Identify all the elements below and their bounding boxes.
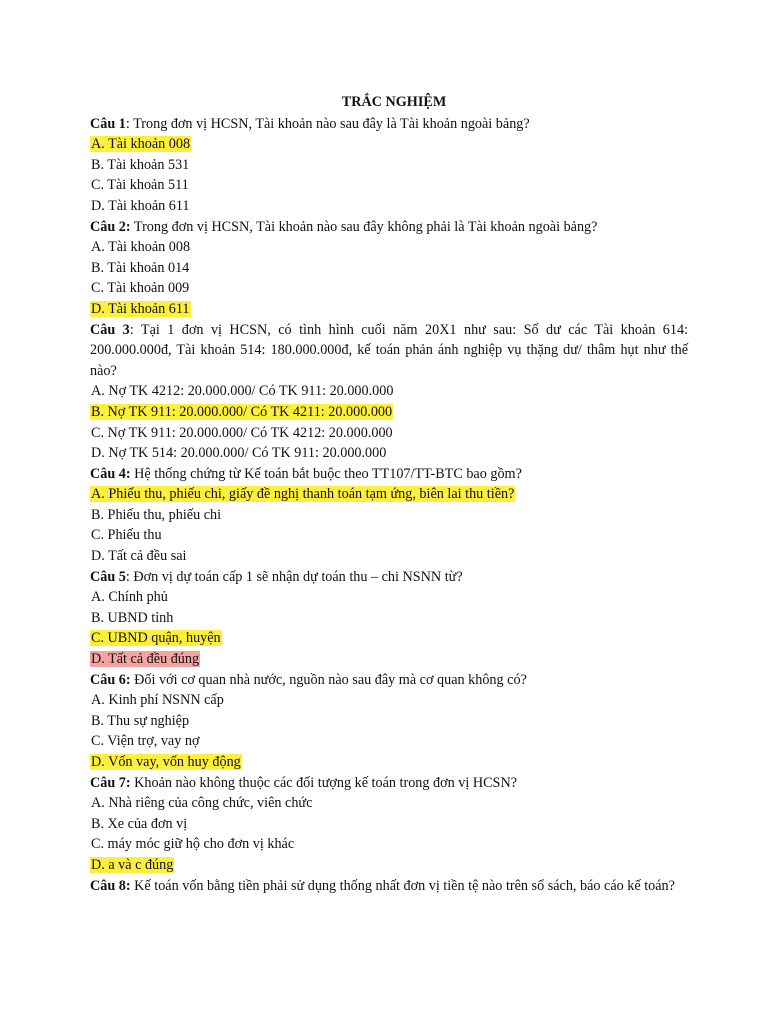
question-2 [90,217,688,238]
answer-option [90,649,688,670]
answer-option-text: C. máy móc giữ hộ cho đơn vị khác [91,836,295,853]
answer-option-text: C. Nợ TK 911: 20.000.000/ Có TK 4212: 20.000.000 [91,424,393,441]
answer-option [90,299,688,320]
answer-option-text: D. Nợ TK 514: 20.000.000/ Có TK 911: 20.000.000 [91,445,387,462]
answer-option-text: D. Tất cả đều sai [91,548,187,565]
question-5 [90,567,688,588]
question-3 [90,320,688,382]
answer-option-text: C. UBND quận, huyện [91,630,221,647]
question-text: Trong đơn vị HCSN, Tài khoản nào sau đây không phải là Tài khoản ngoài bảng? [130,218,598,235]
answer-option [90,525,688,546]
question-text: Hệ thống chứng từ Kế toán bắt buộc theo TT107/TT-BTC bao gồm? [130,465,522,482]
question-label: Câu 2: [90,218,131,235]
answer-option-text: B. Tài khoản 014 [91,259,190,276]
answer-option [90,731,688,752]
answer-option [90,752,688,773]
answer-option-text: D. Vốn vay, vốn huy động [91,754,241,770]
answer-option-text: B. Tài khoản 531 [91,156,190,173]
answer-option-text: A. Tài khoản 008 [91,136,191,153]
question-text: Đơn vị dự toán cấp 1 sẽ nhận dự toán thu – chi NSNN từ? [129,568,463,585]
answer-option-text: A. Nhà riêng của công chức, viên chức [91,795,313,812]
answer-option-text: C. Viện trợ, vay nợ [91,733,200,750]
answer-option [90,546,688,567]
answer-option [90,423,688,444]
question-text: Đối với cơ quan nhà nước, nguồn nào sau đây mà cơ quan không có? [130,671,527,688]
answer-option-text: D. Tài khoản 611 [91,300,190,317]
question-label: Câu 3 [90,321,130,338]
answer-option [90,155,688,176]
question-text: Khoản nào không thuộc các đối tượng kế toán trong đơn vị HCSN? [130,774,517,791]
question-label: Câu 7: [90,774,131,791]
question-label: Câu 5 [90,568,126,585]
answer-option [90,690,688,711]
answer-option [90,175,688,196]
answer-option [90,484,688,505]
answer-option-text: C. Tài khoản 511 [91,177,189,194]
answer-option [90,855,688,876]
question-text: Trong đơn vị HCSN, Tài khoản nào sau đây là Tài khoản ngoài bảng? [129,115,530,132]
answer-option [90,505,688,526]
question-separator: : [125,115,130,132]
answer-option-text: A. Tài khoản 008 [91,239,191,256]
question-8 [90,876,688,897]
answer-option-text: A. Phiếu thu, phiếu chi, giấy đề nghị thanh toán tạm ứng, biên lai thu tiền? [91,486,515,503]
answer-option-text: B. UBND tỉnh [91,609,174,626]
answer-option-text: A. Kinh phí NSNN cấp [91,692,224,709]
answer-option [90,237,688,258]
answer-option [90,134,688,155]
answer-option-text: D. Tài khoản 611 [91,197,190,214]
question-separator: : [129,321,134,338]
answer-option [90,608,688,629]
answer-option [90,587,688,608]
answer-option [90,258,688,279]
answer-option [90,402,688,423]
question-text: Kế toán vốn bằng tiền phải sử dụng thống nhất đơn vị tiền tệ nào trên sổ sách, báo cáo kế toán? [130,877,675,894]
answer-option [90,278,688,299]
answer-option [90,628,688,649]
question-4 [90,464,688,485]
answer-option [90,711,688,732]
question-7 [90,773,688,794]
answer-option-text: C. Phiếu thu [91,527,162,544]
answer-option-text: A. Chính phủ [91,589,168,606]
answer-option-text: D. Tất cả đều đúng [91,651,200,668]
answer-option-text: B. Nợ TK 911: 20.000.000/ Có TK 4211: 20.000.000 [91,403,393,420]
answer-option-text: C. Tài khoản 009 [91,280,190,297]
answer-option [90,443,688,464]
question-6 [90,670,688,691]
quiz-body [90,114,688,897]
answer-option-text: B. Thu sự nghiệp [91,712,190,729]
answer-option [90,381,688,402]
answer-option [90,814,688,835]
question-label: Câu 8: [90,877,131,894]
answer-option-text: D. a và c đúng [91,856,174,873]
answer-option-text: A. Nợ TK 4212: 20.000.000/ Có TK 911: 20.000.000 [91,383,394,400]
answer-option [90,196,688,217]
document-title: TRẮC NGHIỆM [341,94,447,110]
question-1 [90,114,688,135]
answer-option-text: B. Phiếu thu, phiếu chi [91,506,222,523]
question-separator: : [125,568,130,585]
answer-option [90,793,688,814]
answer-option-text: B. Xe của đơn vị [91,815,188,832]
answer-option [90,834,688,855]
question-label: Câu 6: [90,671,131,688]
question-text: Tại 1 đơn vị HCSN, có tình hình cuối năm 20X1 như sau: Số dư các Tài khoản 614: 200.000.000đ, Tài khoản 514: 180.000.000đ, kế toán phản ánh nghiệp vụ thặng dư/ thâm hụt như thế nào? [90,321,689,379]
question-label: Câu 4: [90,465,131,482]
question-label: Câu 1 [90,115,126,132]
